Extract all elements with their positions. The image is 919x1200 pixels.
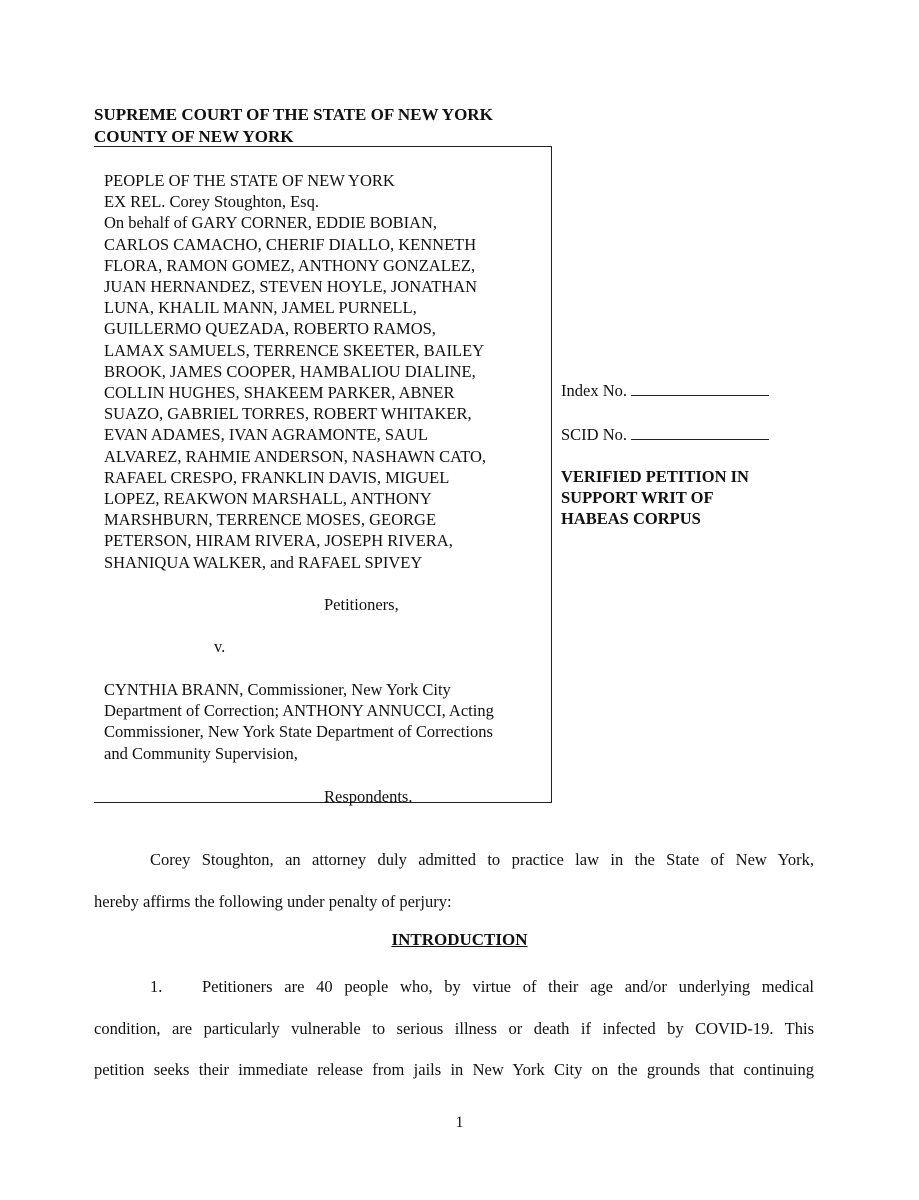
- caption-line: ALVAREZ, RAHMIE ANDERSON, NASHAWN CATO,: [104, 446, 487, 466]
- affirmation-paragraph: [94, 839, 814, 922]
- document-title: [561, 466, 749, 529]
- caption-line: FLORA, RAMON GOMEZ, ANTHONY GONZALEZ,: [104, 255, 476, 275]
- paragraph-number: 1.: [150, 977, 163, 996]
- caption-line: PETERSON, HIRAM RIVERA, JOSEPH RIVERA,: [104, 531, 453, 551]
- caption-line: LOPEZ, REAKWON MARSHALL, ANTHONY: [104, 489, 432, 509]
- caption-line: LAMAX SAMUELS, TERRENCE SKEETER, BAILEY: [104, 340, 485, 360]
- page-number: 1: [455, 1114, 464, 1131]
- title-line: HABEAS CORPUS: [561, 509, 701, 528]
- caption-line: Commissioner, New York State Department of Corrections: [104, 722, 493, 742]
- caption-line: COLLIN HUGHES, SHAKEEM PARKER, ABNER: [104, 383, 455, 403]
- title-line: SUPPORT WRIT OF: [561, 488, 714, 507]
- index-number-blank: [631, 381, 769, 396]
- paragraph-line: condition, are particularly vulnerable to serious illness or death if infected by COVID-19. This: [94, 1018, 814, 1038]
- caption-line: EX REL. Corey Stoughton, Esq.: [104, 192, 319, 212]
- caption-line: Department of Correction; ANTHONY ANNUCCI, Acting: [104, 701, 494, 721]
- paragraph-line: Corey Stoughton, an attorney duly admitted to practice law in the State of New York,: [150, 850, 814, 869]
- section-heading: INTRODUCTION: [391, 930, 528, 949]
- paragraph-line: hereby affirms the following under penalty of perjury:: [94, 891, 452, 911]
- petitioners-caption: [104, 170, 486, 573]
- caption-line: RAFAEL CRESPO, FRANKLIN DAVIS, MIGUEL: [104, 467, 450, 487]
- paragraph-line: Petitioners are 40 people who, by virtue of their age and/or underlying medical: [202, 977, 814, 996]
- caption-line: On behalf of GARY CORNER, EDDIE BOBIAN,: [104, 213, 438, 233]
- caption-line: SHANIQUA WALKER, and RAFAEL SPIVEY: [104, 552, 423, 572]
- scid-number-label: SCID No.: [561, 425, 628, 444]
- caption-line: CYNTHIA BRANN, Commissioner, New York City: [104, 680, 451, 699]
- petitioners-label: Petitioners,: [324, 595, 399, 614]
- court-name: SUPREME COURT OF THE STATE OF NEW YORK: [94, 105, 493, 124]
- caption-line: BROOK, JAMES COOPER, HAMBALIOU DIALINE,: [104, 361, 476, 381]
- scid-number-field: [561, 425, 769, 445]
- index-number-label: Index No.: [561, 381, 627, 400]
- caption-line: SUAZO, GABRIEL TORRES, ROBERT WHITAKER,: [104, 404, 472, 424]
- caption-line: CARLOS CAMACHO, CHERIF DIALLO, KENNETH: [104, 234, 477, 254]
- respondents-caption: [104, 679, 494, 764]
- paragraph-first-line: [94, 966, 814, 1008]
- caption-line: EVAN ADAMES, IVAN AGRAMONTE, SAUL: [104, 425, 428, 445]
- court-header: [94, 104, 493, 148]
- versus-label: v.: [214, 637, 226, 656]
- numbered-paragraph: [94, 966, 814, 1091]
- caption-line: LUNA, KHALIL MANN, JAMEL PURNELL,: [104, 298, 417, 318]
- title-line: VERIFIED PETITION IN: [561, 467, 749, 486]
- caption-line: and Community Supervision,: [104, 743, 298, 763]
- respondents-label: Respondents.: [324, 787, 413, 806]
- caption-line: JUAN HERNANDEZ, STEVEN HOYLE, JONATHAN: [104, 277, 478, 297]
- caption-line: MARSHBURN, TERRENCE MOSES, GEORGE: [104, 510, 437, 530]
- court-county: COUNTY OF NEW YORK: [94, 127, 294, 146]
- scid-number-blank: [631, 425, 769, 440]
- caption-line: GUILLERMO QUEZADA, ROBERTO RAMOS,: [104, 319, 436, 339]
- caption-line: PEOPLE OF THE STATE OF NEW YORK: [104, 171, 395, 190]
- index-number-field: [561, 381, 769, 401]
- paragraph-line: petition seeks their immediate release from jails in New York City on the grounds that continuing: [94, 1060, 814, 1079]
